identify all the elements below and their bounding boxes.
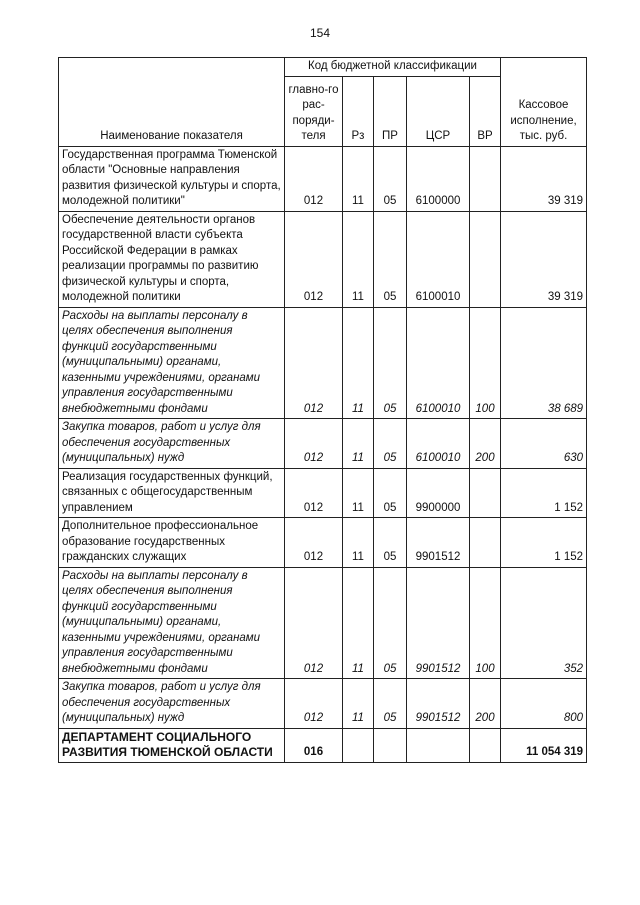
- row-vr: [470, 468, 501, 518]
- page-number: 154: [309, 26, 331, 40]
- row-sum: 38 689: [501, 307, 587, 419]
- row-sum: 1 152: [501, 468, 587, 518]
- row-pr: 05: [374, 211, 407, 307]
- row-grbs: 012: [285, 468, 343, 518]
- row-rz: [343, 728, 374, 762]
- row-name: Расходы на выплаты персоналу в целях обеспечения выполнения функций государственными (муниципальными) органами, казенными учреждениями, органами управления государственными внебюджетными фондами: [59, 307, 285, 419]
- row-sum: 352: [501, 567, 587, 679]
- row-rz: 11: [343, 419, 374, 469]
- row-grbs: 016: [285, 728, 343, 762]
- table-row: [59, 419, 587, 469]
- row-csr: 9900000: [407, 468, 470, 518]
- row-rz: 11: [343, 468, 374, 518]
- row-sum: 39 319: [501, 211, 587, 307]
- row-pr: 05: [374, 307, 407, 419]
- row-grbs: 012: [285, 211, 343, 307]
- row-vr: 200: [470, 679, 501, 729]
- header-vr: ВР: [470, 76, 501, 146]
- table-row: [59, 728, 587, 762]
- row-vr: [470, 146, 501, 211]
- row-vr: [470, 518, 501, 568]
- row-vr: 100: [470, 307, 501, 419]
- row-csr: 9901512: [407, 567, 470, 679]
- row-csr: 6100010: [407, 419, 470, 469]
- header-grbs: главно-го рас-поряди-теля: [285, 76, 343, 146]
- row-grbs: 012: [285, 518, 343, 568]
- header-budget-code-group: Код бюджетной классификации: [285, 58, 501, 77]
- row-name: Расходы на выплаты персоналу в целях обеспечения выполнения функций государственными (муниципальными) органами, казенными учреждениями, органами управления государственными внебюджетными фондами: [59, 567, 285, 679]
- row-name: Закупка товаров, работ и услуг для обеспечения государственных (муниципальных) нужд: [59, 419, 285, 469]
- row-csr: [407, 728, 470, 762]
- row-rz: 11: [343, 679, 374, 729]
- row-csr: 6100000: [407, 146, 470, 211]
- row-grbs: 012: [285, 146, 343, 211]
- row-rz: 11: [343, 518, 374, 568]
- row-csr: 9901512: [407, 518, 470, 568]
- row-grbs: 012: [285, 307, 343, 419]
- row-sum: 11 054 319: [501, 728, 587, 762]
- row-pr: 05: [374, 419, 407, 469]
- table-row: [59, 567, 587, 679]
- row-sum: 630: [501, 419, 587, 469]
- header-cash-execution: Кассовое исполнение, тыс. руб.: [501, 58, 587, 147]
- row-name: Реализация государственных функций, связанных с общегосударственным управлением: [59, 468, 285, 518]
- header-pr: ПР: [374, 76, 407, 146]
- row-grbs: 012: [285, 567, 343, 679]
- row-sum: 1 152: [501, 518, 587, 568]
- row-name: Закупка товаров, работ и услуг для обеспечения государственных (муниципальных) нужд: [59, 679, 285, 729]
- row-vr: [470, 728, 501, 762]
- table-row: [59, 211, 587, 307]
- row-pr: 05: [374, 518, 407, 568]
- row-rz: 11: [343, 567, 374, 679]
- row-pr: 05: [374, 468, 407, 518]
- row-name: Государственная программа Тюменской области "Основные направления развития физической культуры и спорта, молодежной политики": [59, 146, 285, 211]
- row-name: Дополнительное профессиональное образование государственных гражданских служащих: [59, 518, 285, 568]
- row-grbs: 012: [285, 419, 343, 469]
- row-vr: 100: [470, 567, 501, 679]
- row-name: Обеспечение деятельности органов государственной власти субъекта Российской Федерации в рамках реализации программы по развитию физической культуры и спорта, молодежной политики: [59, 211, 285, 307]
- table-row: [59, 518, 587, 568]
- row-sum: 39 319: [501, 146, 587, 211]
- row-csr: 6100010: [407, 307, 470, 419]
- row-pr: 05: [374, 567, 407, 679]
- header-name: Наименование показателя: [59, 58, 285, 147]
- table-row: [59, 468, 587, 518]
- row-rz: 11: [343, 211, 374, 307]
- table-row: [59, 679, 587, 729]
- budget-table: [58, 57, 587, 763]
- row-csr: 9901512: [407, 679, 470, 729]
- row-csr: 6100010: [407, 211, 470, 307]
- header-rz: Рз: [343, 76, 374, 146]
- table-row: [59, 307, 587, 419]
- row-pr: [374, 728, 407, 762]
- row-rz: 11: [343, 307, 374, 419]
- row-sum: 800: [501, 679, 587, 729]
- header-csr: ЦСР: [407, 76, 470, 146]
- table-row: [59, 146, 587, 211]
- row-pr: 05: [374, 679, 407, 729]
- row-vr: [470, 211, 501, 307]
- row-vr: 200: [470, 419, 501, 469]
- row-pr: 05: [374, 146, 407, 211]
- row-name: ДЕПАРТАМЕНТ СОЦИАЛЬНОГО РАЗВИТИЯ ТЮМЕНСКОЙ ОБЛАСТИ: [59, 728, 285, 762]
- row-grbs: 012: [285, 679, 343, 729]
- row-rz: 11: [343, 146, 374, 211]
